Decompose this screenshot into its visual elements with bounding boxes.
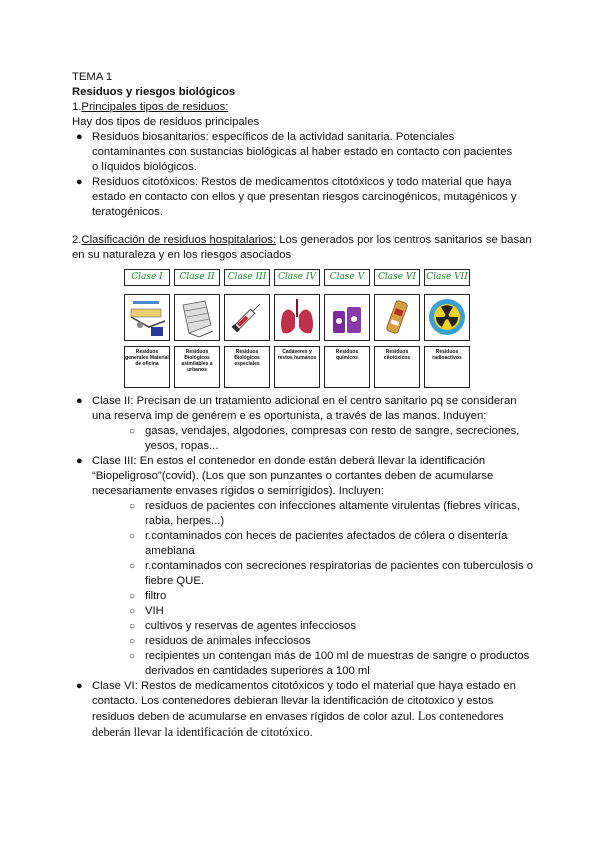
section2-heading: 2.Clasificación de residuos hospitalarios: Los generados por los centros sanitarios se basan [72, 234, 532, 246]
class-label: Cadáveres y restos humanos [274, 346, 320, 388]
sub-list-item: ○ VIH [129, 605, 164, 617]
class-header: Clase IV [274, 269, 320, 286]
circle-bullet-icon: ○ [129, 501, 136, 512]
sub-list-item: ○ residuos de pacientes con infecciones altamente virulentas (fiebres víricas, rabia, herpes...) [129, 500, 520, 527]
sub-list-item: ○ r.contaminados con secreciones respiratorias de pacientes con tuberculosis o fiebre QUE. [129, 560, 534, 587]
class-header: Clase VII [424, 269, 470, 286]
bullet-icon: ● [76, 395, 83, 407]
list-item: ● Clase II: Precisan de un tratamiento adicional en el centro sanitario pq se consideran una reserva imp de genérem e es oportunista, a través de las manos. Induyen: [76, 395, 517, 422]
circle-bullet-icon: ○ [129, 426, 136, 437]
waste-class-table [124, 269, 474, 389]
list-item: ● Residuos biosanitarios: específicos de la actividad sanitaria. Potenciales contaminantes con sustancias biológicas al haber estado en contacto con pacientes o líquidos biológicos. [76, 131, 513, 173]
class-label: Residuos radioactivos [424, 346, 470, 388]
list-item: ● Residuos citotóxicos: Restos de medicamentos citotóxicos y todo material que haya estado en contacto con ellos y que presentan riesgos carcinogénicos, mutagénicos y teratogénicos. [76, 176, 517, 218]
circle-bullet-icon: ○ [129, 531, 136, 542]
section2-line2: en su naturaleza y en los riesgos asociados [72, 249, 292, 261]
class-header: Clase II [174, 269, 220, 286]
circle-bullet-icon: ○ [129, 621, 136, 632]
bullet-icon: ● [76, 680, 83, 692]
class-header: Clase I [124, 269, 170, 286]
lungs-icon [274, 294, 320, 341]
sub-list-item: ○ gasas, vendajes, algodones, compresas con resto de sangre, secreciones, yesos, ropas... [129, 425, 520, 452]
class-header: Clase VI [374, 269, 420, 286]
doc-title: Residuos y riesgos biológicos [72, 86, 236, 98]
sub-list-item: ○ filtro [129, 590, 167, 602]
class-label: Residuos generales Material de oficina [124, 346, 170, 388]
sub-list-item: ○ residuos de animales infecciosos [129, 635, 311, 647]
circle-bullet-icon: ○ [129, 591, 136, 602]
bullet-icon: ● [76, 455, 83, 467]
circle-bullet-icon: ○ [129, 561, 136, 572]
sub-list-item: ○ recipientes un contengan más de 100 ml de muestras de sangre o productos derivados en cantidades superiores a 100 ml [129, 650, 530, 677]
office-waste-icon [124, 294, 170, 341]
list-item: ● Clase VI: Restos de medicamentos citotóxicos y todo el material que haya estado en contacto. Los contenedores debieran llevar la identificación de citotoxico y estos residuos deben de acumularse en envases rígidos de color azul. Los contenedores deberán llevar la identificación de citotóxico. [76, 680, 516, 739]
syringe-icon [224, 294, 270, 341]
sub-list-item: ○ r.contaminados con heces de pacientes afectados de cólera o disentería amebiana [129, 530, 508, 557]
cytotoxic-icon [374, 294, 420, 341]
section1-intro: Hay dos tipos de residuos principales [72, 116, 260, 128]
chemicals-icon [324, 294, 370, 341]
class-label: Residuos químicos [324, 346, 370, 388]
class-header: Clase III [224, 269, 270, 286]
bullet-icon: ● [76, 131, 83, 143]
class-label: Residuos citotóxicos [374, 346, 420, 388]
bandage-icon [174, 294, 220, 341]
sub-list-item: ○ cultivos y reservas de agentes infecciosos [129, 620, 356, 632]
class-label: Residuos Biológicos asimilables a urbanos [174, 346, 220, 388]
circle-bullet-icon: ○ [129, 651, 136, 662]
circle-bullet-icon: ○ [129, 636, 136, 647]
list-item: ● Clase III: En estos el contenedor en donde están deberá llevar la identificación “Biopeligroso”(covid). (Los que son punzantes o cortantes deben de acumularse necesariamente envases rígidos o semirrígidos). Incluyen: [76, 455, 494, 497]
radioactive-icon [424, 294, 470, 341]
tema-label: TEMA 1 [72, 71, 113, 83]
class-header: Clase V [324, 269, 370, 286]
circle-bullet-icon: ○ [129, 606, 136, 617]
class-label: Residuos Biológicos especiales [224, 346, 270, 388]
section1-heading: 1.Principales tipos de residuos: [72, 101, 229, 113]
bullet-icon: ● [76, 176, 83, 188]
